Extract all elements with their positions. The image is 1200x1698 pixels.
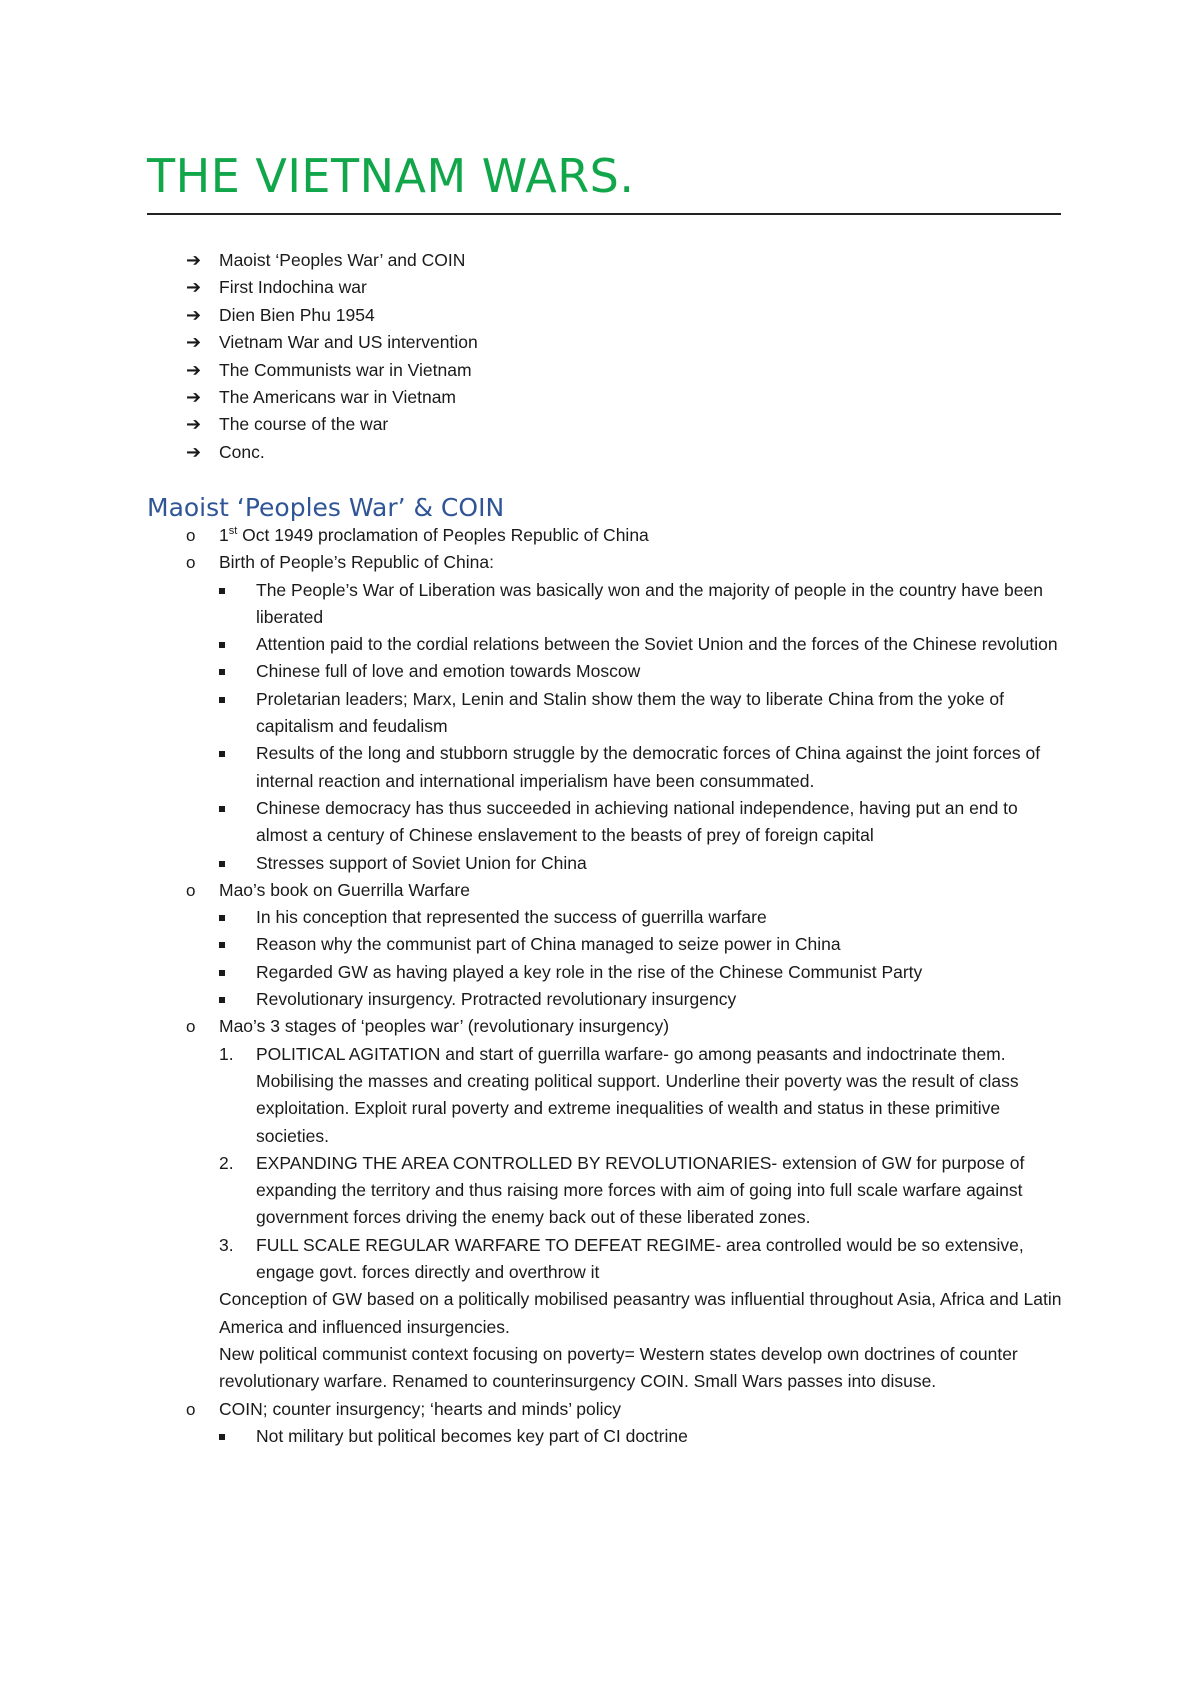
numbered-item: 2. EXPANDING THE AREA CONTROLLED BY REVOLUTIONARIES- extension of GW for purpose of expanding the territory and thus raising more forces with aim of going into full scale warfare against government forces driving the enemy back out of these liberated zones.	[219, 1152, 1025, 1228]
square-bullet-icon	[219, 751, 225, 757]
list-item: o Mao’s 3 stages of ‘peoples war’ (revolutionary insurgency)	[0, 1013, 1079, 1040]
sub-list-item: In his conception that represented the success of guerrilla warfare	[0, 904, 1066, 931]
sub-list-item: The People’s War of Liberation was basically won and the majority of people in the country have been liberated	[0, 577, 1066, 632]
section-heading: Maoist ‘Peoples War’ & COIN	[147, 493, 505, 522]
toc-item: ➔ The Americans war in Vietnam	[186, 386, 457, 407]
circle-bullet-icon: o	[186, 1399, 196, 1419]
sub-list-item: Reason why the communist part of China managed to seize power in China	[0, 931, 1066, 958]
sub-list-item: Results of the long and stubborn struggle by the democratic forces of China against the joint forces of internal reaction and international imperialism have been consummated.	[0, 740, 1066, 795]
square-bullet-icon	[219, 997, 225, 1003]
section-body	[0, 522, 1200, 1450]
square-bullet-icon	[219, 642, 225, 648]
square-bullet-icon	[219, 970, 225, 976]
toc-item: ➔ The course of the war	[186, 414, 389, 435]
paragraph: Conception of GW based on a politically mobilised peasantry was influential throughout Asia, Africa and Latin America and influenced insurgencies.	[219, 1289, 1062, 1337]
paragraph: New political communist context focusing on poverty= Western states develop own doctrines of counter revolutionary warfare. Renamed to counterinsurgency COIN. Small Wars passes into disuse.	[219, 1343, 1018, 1392]
circle-bullet-icon: o	[186, 1017, 196, 1037]
sub-list-item: Chinese democracy has thus succeeded in achieving national independence, having put an end to almost a century of Chinese enslavement to the beasts of prey of foreign capital	[0, 795, 1066, 850]
numbered-item: 1. POLITICAL AGITATION and start of guerrilla warfare- go among peasants and indoctrinate them. Mobilising the masses and creating political support. Underline their poverty was the result of class exploitation. Exploit rural poverty and extreme inequalities of wealth and status in these primitive societies.	[219, 1043, 1019, 1146]
arrow-right-icon: ➔	[186, 386, 202, 407]
toc-item: ➔ Dien Bien Phu 1954	[186, 304, 375, 325]
square-bullet-icon	[219, 1434, 225, 1440]
toc-item: ➔ Conc.	[186, 441, 265, 462]
square-bullet-icon	[219, 806, 225, 812]
document-title: THE VIETNAM WARS.	[147, 149, 635, 203]
arrow-right-icon: ➔	[186, 332, 202, 353]
arrow-right-icon: ➔	[186, 277, 202, 298]
list-item: o 1st Oct 1949 proclamation of Peoples Republic of China	[0, 522, 1079, 549]
sub-list-item: Regarded GW as having played a key role in the rise of the Chinese Communist Party	[0, 959, 1066, 986]
circle-bullet-icon: o	[186, 553, 196, 573]
numbered-item: 3. FULL SCALE REGULAR WARFARE TO DEFEAT REGIME- area controlled would be so extensive, engage govt. forces directly and overthrow it	[219, 1234, 1024, 1283]
sub-list-item: Chinese full of love and emotion towards Moscow	[0, 658, 1066, 685]
toc-item: ➔ Maoist ‘Peoples War’ and COIN	[186, 250, 466, 270]
arrow-right-icon: ➔	[186, 250, 202, 270]
arrow-right-icon: ➔	[186, 359, 202, 380]
table-of-contents	[186, 248, 478, 467]
list-item: o Birth of People’s Republic of China:	[0, 549, 1079, 576]
arrow-right-icon: ➔	[186, 441, 202, 462]
arrow-right-icon: ➔	[186, 304, 202, 325]
sub-list-item: Stresses support of Soviet Union for China	[0, 850, 1066, 877]
toc-item: ➔ The Communists war in Vietnam	[186, 359, 472, 380]
list-item: o Mao’s book on Guerrilla Warfare	[0, 877, 1079, 904]
arrow-right-icon: ➔	[186, 414, 202, 435]
square-bullet-icon	[219, 915, 225, 921]
square-bullet-icon	[219, 697, 225, 703]
toc-item: ➔ Vietnam War and US intervention	[186, 332, 478, 353]
square-bullet-icon	[219, 942, 225, 948]
sub-list-item: Not military but political becomes key part of CI doctrine	[0, 1423, 1066, 1450]
title-underline	[147, 213, 1061, 215]
sub-list-item: Revolutionary insurgency. Protracted revolutionary insurgency	[0, 986, 1066, 1013]
square-bullet-icon	[219, 861, 225, 867]
list-item: o COIN; counter insurgency; ‘hearts and minds’ policy	[0, 1396, 1079, 1423]
toc-item: ➔ First Indochina war	[186, 277, 367, 298]
circle-bullet-icon: o	[186, 526, 196, 545]
square-bullet-icon	[219, 588, 225, 594]
circle-bullet-icon: o	[186, 880, 196, 900]
square-bullet-icon	[219, 669, 225, 675]
sub-list-item: Attention paid to the cordial relations between the Soviet Union and the forces of the Chinese revolution	[0, 631, 1066, 658]
sub-list-item: Proletarian leaders; Marx, Lenin and Stalin show them the way to liberate China from the yoke of capitalism and feudalism	[0, 686, 1066, 741]
